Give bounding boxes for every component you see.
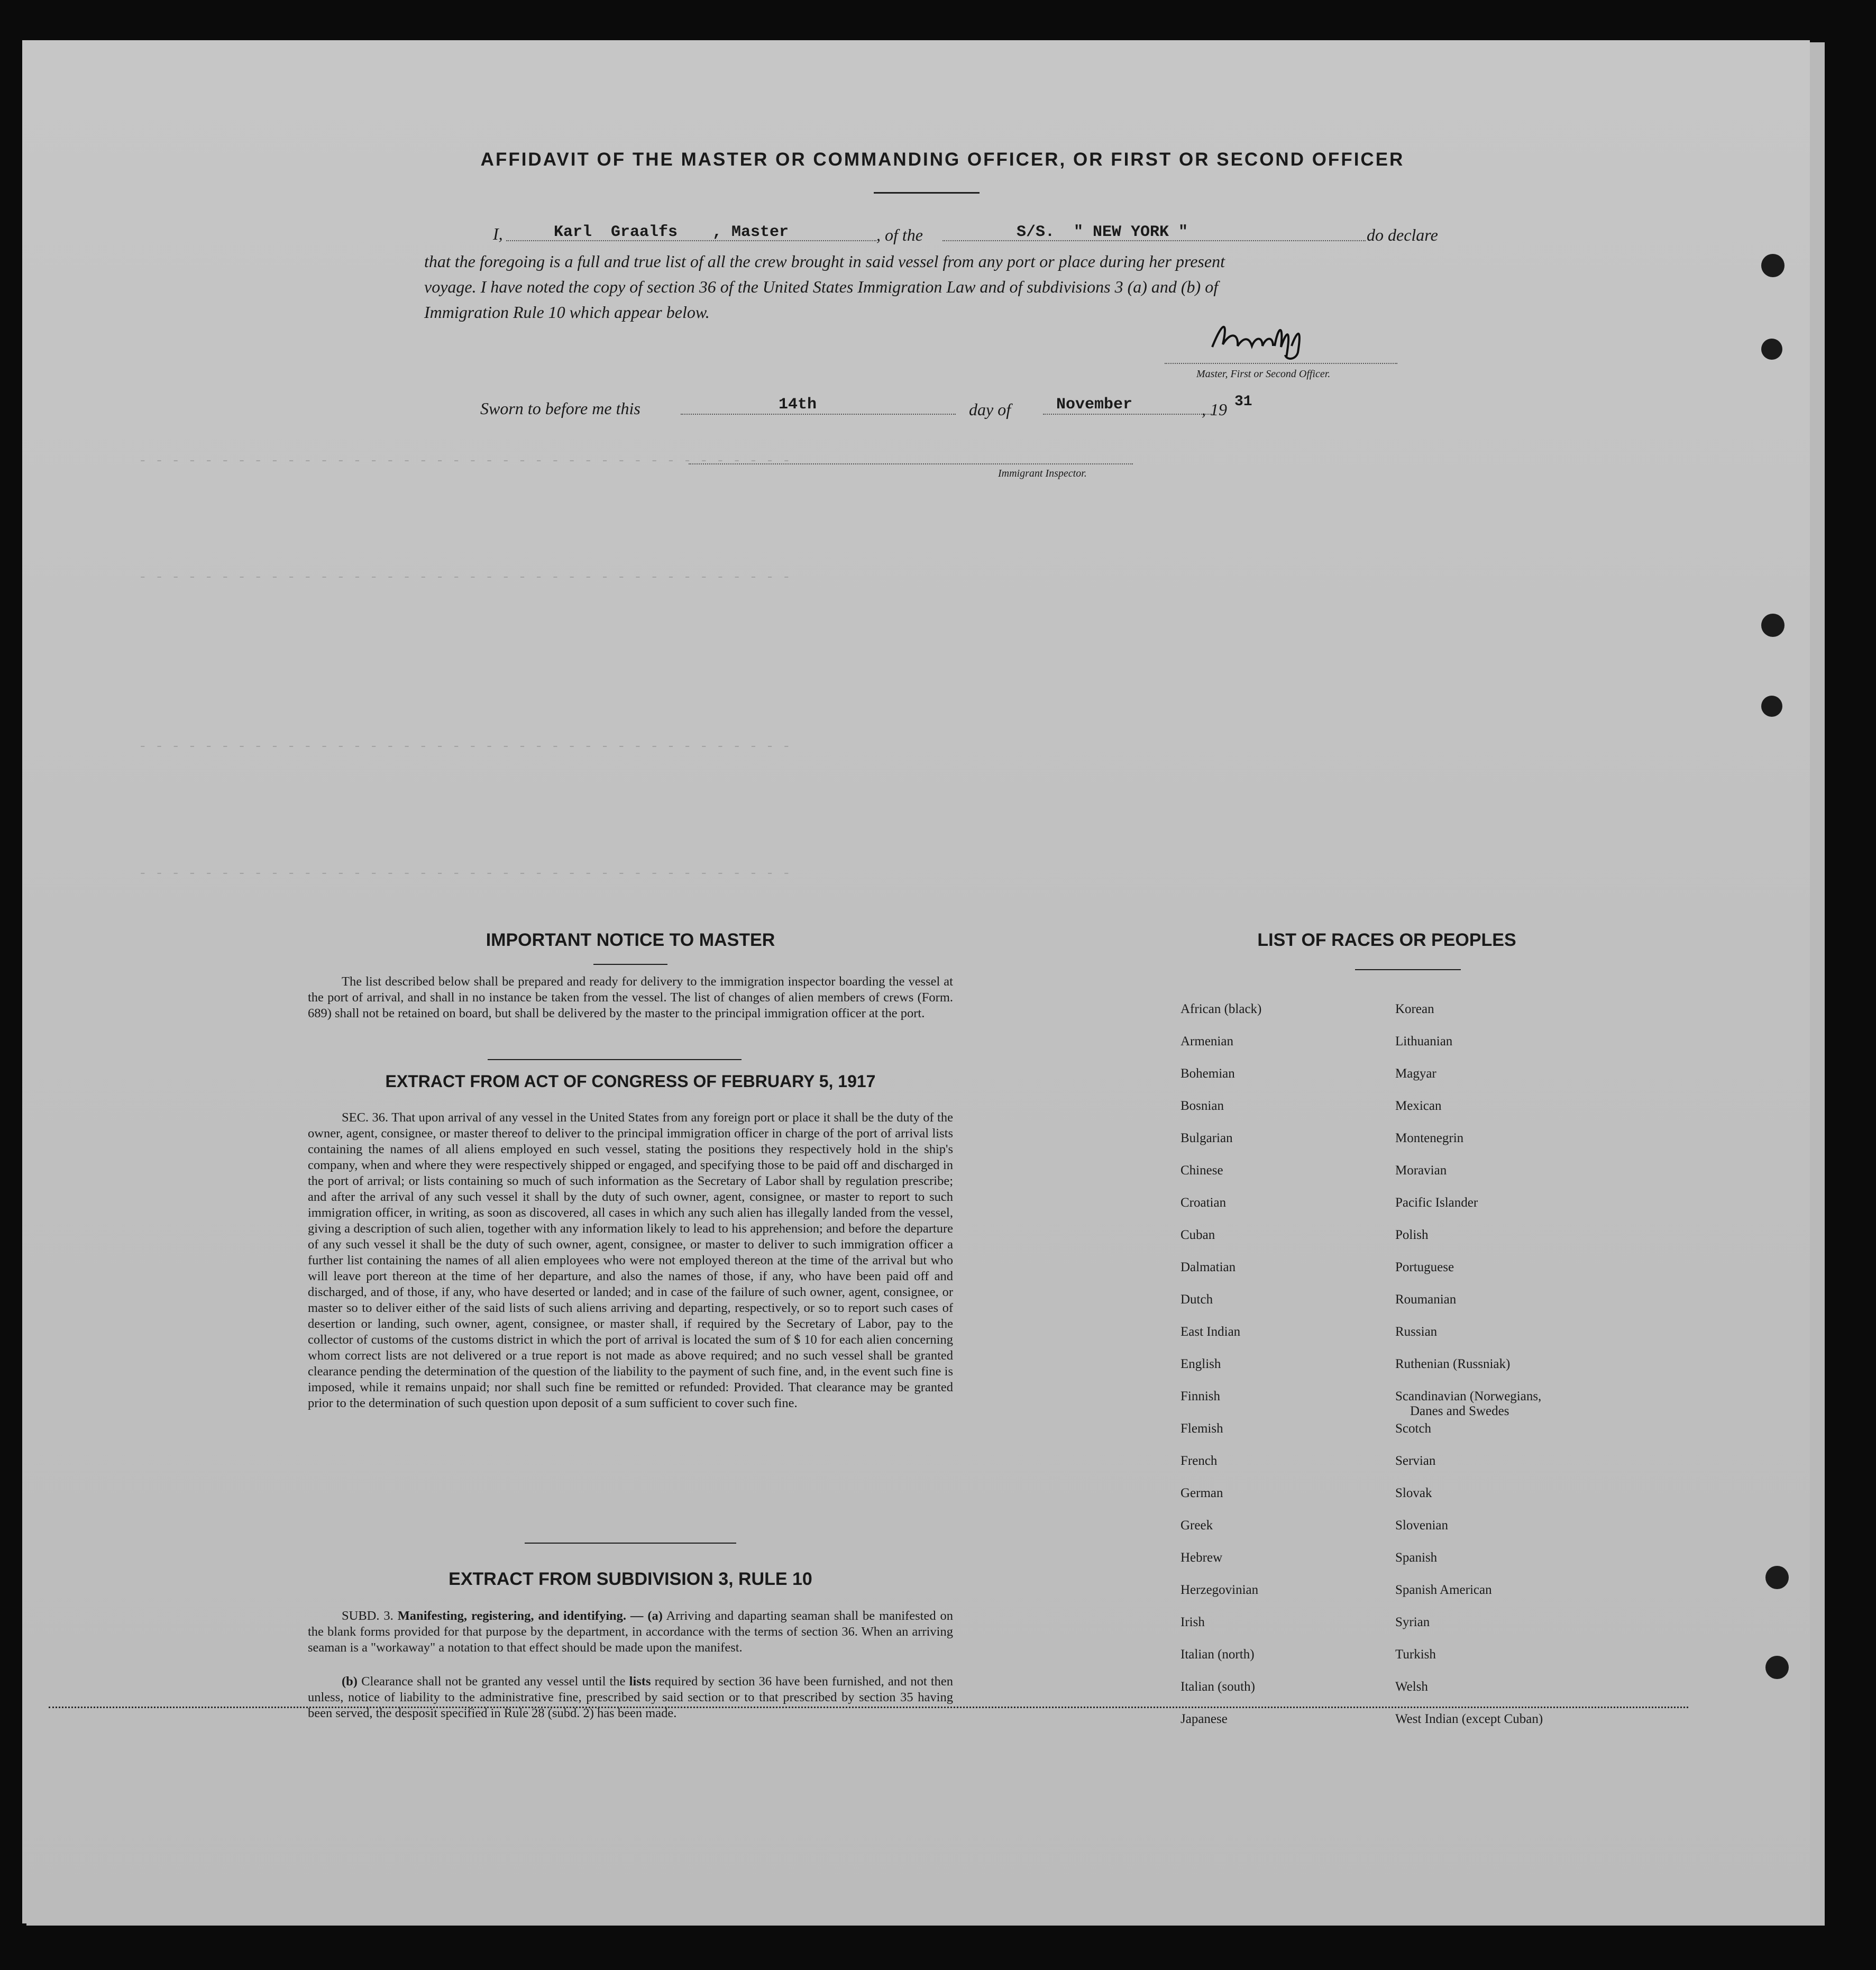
punch-hole: [1765, 1566, 1789, 1589]
section-divider: [488, 1059, 742, 1060]
race-item: [1180, 1034, 1233, 1049]
race-item-text: Turkish: [1395, 1647, 1436, 1662]
sworn-prefix: Sworn to before me this: [480, 399, 640, 418]
race-item: [1395, 1325, 1437, 1339]
race-item: [1180, 1357, 1221, 1372]
race-item: [1180, 1260, 1236, 1275]
affidavit-line-4: Immigration Rule 10 which appear below.: [424, 303, 710, 322]
punch-hole: [1761, 254, 1785, 277]
rule-a-lead: SUBD. 3.: [342, 1609, 398, 1623]
inspector-signature-blank: [689, 463, 1133, 464]
race-item-text: Scotch: [1395, 1421, 1432, 1436]
race-item: [1180, 1131, 1233, 1146]
rule-b-text-1: Clearance shall not be granted any vessel until the: [357, 1674, 629, 1689]
master-name-value: Karl Graalfs: [554, 223, 678, 241]
race-item-text: Italian (north): [1180, 1647, 1255, 1662]
race-item-text: English: [1180, 1357, 1221, 1371]
affidavit-title: AFFIDAVIT OF THE MASTER OR COMMANDING OFFICER, OR FIRST OR SECOND OFFICER: [480, 149, 1405, 170]
race-item-text: Japanese: [1180, 1712, 1228, 1726]
race-item: [1395, 1583, 1492, 1598]
race-item-text: Armenian: [1180, 1034, 1233, 1048]
race-item-text: German: [1180, 1486, 1223, 1500]
notice-title: IMPORTANT NOTICE TO MASTER: [486, 930, 775, 950]
year-prefix: , 19: [1202, 400, 1227, 419]
race-item-text: Welsh: [1395, 1680, 1428, 1694]
race-item: [1180, 1680, 1255, 1694]
signature-blank: [1165, 363, 1397, 364]
race-item-text: Montenegrin: [1395, 1131, 1464, 1145]
race-item-text: Dalmatian: [1180, 1260, 1236, 1274]
title-divider: [874, 192, 980, 194]
race-item-text: Chinese: [1180, 1163, 1223, 1178]
race-item: [1180, 1421, 1223, 1436]
race-item: [1180, 1518, 1213, 1533]
rule-paragraph-b: [308, 1674, 953, 1721]
race-item-text: Croatian: [1180, 1196, 1227, 1210]
race-item: [1395, 1292, 1456, 1307]
race-item-text: Finnish: [1180, 1389, 1221, 1403]
race-item: [1395, 1712, 1543, 1727]
race-item-text: Cuban: [1180, 1228, 1215, 1242]
race-item: [1180, 1066, 1235, 1081]
rule-a-heading: Manifesting, registering, and identifying. — (a): [397, 1609, 663, 1623]
race-item-text: French: [1180, 1454, 1218, 1468]
race-item-text: Herzegovinian: [1180, 1583, 1259, 1597]
race-item: [1180, 1615, 1205, 1630]
inspector-caption: Immigrant Inspector.: [998, 468, 1087, 479]
race-item-text: Flemish: [1180, 1421, 1223, 1436]
race-item: [1395, 1551, 1437, 1565]
race-item: [1395, 1680, 1428, 1694]
race-item-text: Hebrew: [1180, 1551, 1223, 1565]
race-item: [1395, 1163, 1447, 1178]
rule-b-text-2: required by section 36 have been furnished, and not then unless, notice of liability to the administrative fine, prescribed by said section or to that prescribed by section 35 having been served, the desposit specified in Rule 28 (subd. 2) has been made.: [308, 1674, 953, 1720]
race-item-text: Moravian: [1395, 1163, 1447, 1178]
race-item-text: Pacific Islander: [1395, 1196, 1478, 1210]
rule-b-lists: lists: [629, 1674, 651, 1689]
race-item-text: Syrian: [1395, 1615, 1430, 1629]
punch-hole: [1761, 696, 1782, 717]
race-item: [1180, 1583, 1258, 1598]
race-item-text: Bohemian: [1180, 1066, 1235, 1081]
affidavit-line-3: voyage. I have noted the copy of section 36 of the United States Immigration Law and of subdivisions 3 (a) and (b) of: [424, 277, 1219, 296]
affidavit-line-2: that the foregoing is a full and true list of all the crew brought in said vessel from any port or place during her present: [424, 252, 1225, 271]
race-item-text: West Indian (except Cuban): [1395, 1712, 1543, 1726]
race-item-text: Irish: [1180, 1615, 1205, 1629]
race-item: [1395, 1260, 1454, 1275]
race-item: [1180, 1389, 1220, 1404]
race-item-text: Italian (south): [1180, 1680, 1255, 1694]
race-item: [1180, 1647, 1255, 1662]
signature-caption: Master, First or Second Officer.: [1196, 368, 1331, 380]
race-item-text: Slovenian: [1395, 1518, 1448, 1533]
notice-text: The list described below shall be prepared and ready for delivery to the immigration inspector boarding the vessel at the port of arrival, and shall in no instance be taken from the vessel. The list of changes of alien members of crews (Form. 689) shall not be retained on board, but shall be delivered by the master to the principal immigration officer at the port.: [308, 974, 953, 1020]
race-item-text: Portuguese: [1395, 1260, 1454, 1274]
race-item: [1180, 1099, 1224, 1114]
race-item-text: Ruthenian (Russniak): [1395, 1357, 1511, 1371]
race-item-text: Greek: [1180, 1518, 1213, 1533]
race-item-text: Roumanian: [1395, 1292, 1457, 1307]
race-item: [1180, 1486, 1223, 1501]
race-item: [1395, 1486, 1432, 1501]
race-item-text: Mexican: [1395, 1099, 1442, 1113]
act-text: SEC. 36. That upon arrival of any vessel in the United States from any foreign port or place it shall be the duty of the owner, agent, consignee, or master thereof to deliver to the principal immigration officer in charge of the port of arrival lists containing the names of all aliens employed en such vessel, stating the positions they respectively hold in the ship's company, when and where they were respectively shipped or engaged, and specifying those to be paid off and discharged in the port of arrival; or lists containing so much of such information as the Secretary of Labor shall by regulation prescribe; and after the arrival of any such vessel it shall by the duty of such owner, agent, consignee, or master to report to such immigration officer, in writing, as soon as discovered, all cases in which any such alien has illegally landed from the vessel, giving a description of such alien, together with any information likely to lead to his apprehension; and before the departure of any such vessel it shall be the duty of such owner, agent, consignee, or master to deliver to such immigration officer a further list containing the names of all alien employees who were not employed thereon at the time of the arrival but who will leave port thereon at the time of her departure, and also the names of those, if any, who have been paid off and discharged, and of those, if any, who have deserted or landed; and in case of the failure of such owner, agent, consignee, or master so to deliver either of the said lists of such aliens arriving and departing, respectively, or so to report such cases of desertion or landing, such owner, agent, consignee, or master shall, if required by the Secretary of Labor, pay to the collector of customs of the customs district in which the port of arrival is located the sum of $ 10 for each alien concerning whom correct lists are not delivered or a true report is not made as above required; and no such vessel shall be granted clearance pending the determination of the question of the liability to the payment of such fine, and, in the event such fine is imposed, while it remains unpaid; nor shall such fine be remitted or refunded: Provided. That clearance may be granted prior to the determination of such question upon deposit of a sum sufficient to cover such fine.: [308, 1110, 953, 1410]
race-item: [1395, 1196, 1478, 1210]
race-item-text: African (black): [1180, 1002, 1262, 1016]
bleed-through-text: - - - - - - - - - - - - - - - - - - - - - - - - - - - - - - - - - - - - - - - -: [139, 453, 791, 469]
race-item-text: Spanish: [1395, 1551, 1438, 1565]
race-item: [1395, 1002, 1434, 1017]
race-item: [1395, 1421, 1431, 1436]
day-of-label: day of: [969, 400, 1011, 419]
master-role-value: , Master: [712, 223, 789, 241]
race-item: [1395, 1066, 1436, 1081]
sworn-day-blank: [681, 414, 956, 415]
race-item: [1395, 1228, 1429, 1243]
race-item: [1180, 1002, 1261, 1017]
dotted-rule: [49, 1707, 1688, 1708]
race-item-text: Slovak: [1395, 1486, 1432, 1500]
race-item: [1180, 1228, 1215, 1243]
of-the-label: , of the: [876, 225, 923, 244]
race-item: [1395, 1647, 1436, 1662]
races-title: LIST OF RACES OR PEOPLES: [1257, 930, 1516, 950]
race-item-text: Scandinavian (Norwegians,: [1395, 1389, 1542, 1403]
race-item: [1395, 1518, 1448, 1533]
punch-hole: [1765, 1656, 1789, 1679]
punch-hole: [1761, 339, 1782, 360]
notice-divider: [593, 964, 667, 965]
race-item: [1180, 1712, 1228, 1727]
race-item: [1180, 1196, 1226, 1210]
race-item: [1180, 1163, 1223, 1178]
section-divider: [525, 1543, 736, 1544]
race-item-text: Polish: [1395, 1228, 1429, 1242]
race-item: [1180, 1551, 1222, 1565]
race-item-text: Magyar: [1395, 1066, 1436, 1081]
rule-title: EXTRACT FROM SUBDIVISION 3, RULE 10: [449, 1569, 812, 1589]
race-item-text: Bosnian: [1180, 1099, 1224, 1113]
affidavit-prefix: I,: [493, 224, 503, 243]
race-item: [1180, 1292, 1213, 1307]
race-item: [1395, 1099, 1441, 1114]
races-divider: [1355, 969, 1461, 970]
master-signature: [1207, 315, 1334, 363]
race-item: [1395, 1131, 1463, 1146]
race-item-text: Russian: [1395, 1325, 1438, 1339]
vessel-value: S/S. " NEW YORK ": [1017, 223, 1188, 241]
sworn-day-value: 14th: [779, 396, 817, 414]
race-item: [1180, 1454, 1217, 1469]
sworn-month-blank: [1043, 414, 1212, 415]
bleed-through-text: - - - - - - - - - - - - - - - - - - - - - - - - - - - - - - - - - - - - - - - -: [139, 865, 791, 881]
race-item: [1395, 1454, 1435, 1469]
race-item-text: East Indian: [1180, 1325, 1241, 1339]
rule-b-label: (b): [342, 1674, 358, 1689]
act-title: EXTRACT FROM ACT OF CONGRESS OF FEBRUARY 5, 1917: [385, 1072, 876, 1091]
year-value: 31: [1234, 394, 1252, 410]
race-item-text: Korean: [1395, 1002, 1434, 1016]
race-item: [1180, 1325, 1240, 1339]
document-page: [22, 40, 1810, 1923]
bleed-through-text: - - - - - - - - - - - - - - - - - - - - - - - - - - - - - - - - - - - - - - - -: [139, 569, 791, 585]
race-item-text: Dutch: [1180, 1292, 1213, 1307]
race-item: [1395, 1357, 1510, 1372]
bleed-through-text: - - - - - - - - - - - - - - - - - - - - - - - - - - - - - - - - - - - - - - - -: [139, 738, 791, 754]
race-item-text: Bulgarian: [1180, 1131, 1233, 1145]
race-item-text: Spanish American: [1395, 1583, 1492, 1597]
punch-hole: [1761, 614, 1785, 637]
race-item: [1395, 1389, 1541, 1419]
race-item-text: Danes and Swedes: [1410, 1404, 1509, 1418]
race-item-text: Lithuanian: [1395, 1034, 1453, 1048]
race-item: [1395, 1034, 1452, 1049]
rule-a-text: Arriving and daparting seaman shall be manifested on the blank forms provided for that purpose by the department, in accordance with the terms of section 36. When an arriving seaman is a "workaway" a notation to that effect should be made upon the manifest.: [308, 1609, 953, 1655]
sworn-month-value: November: [1056, 396, 1133, 414]
race-item: [1395, 1615, 1430, 1630]
rule-paragraph-a: [308, 1608, 953, 1656]
race-item-text: Servian: [1395, 1454, 1436, 1468]
declare-label: do declare: [1367, 225, 1438, 244]
